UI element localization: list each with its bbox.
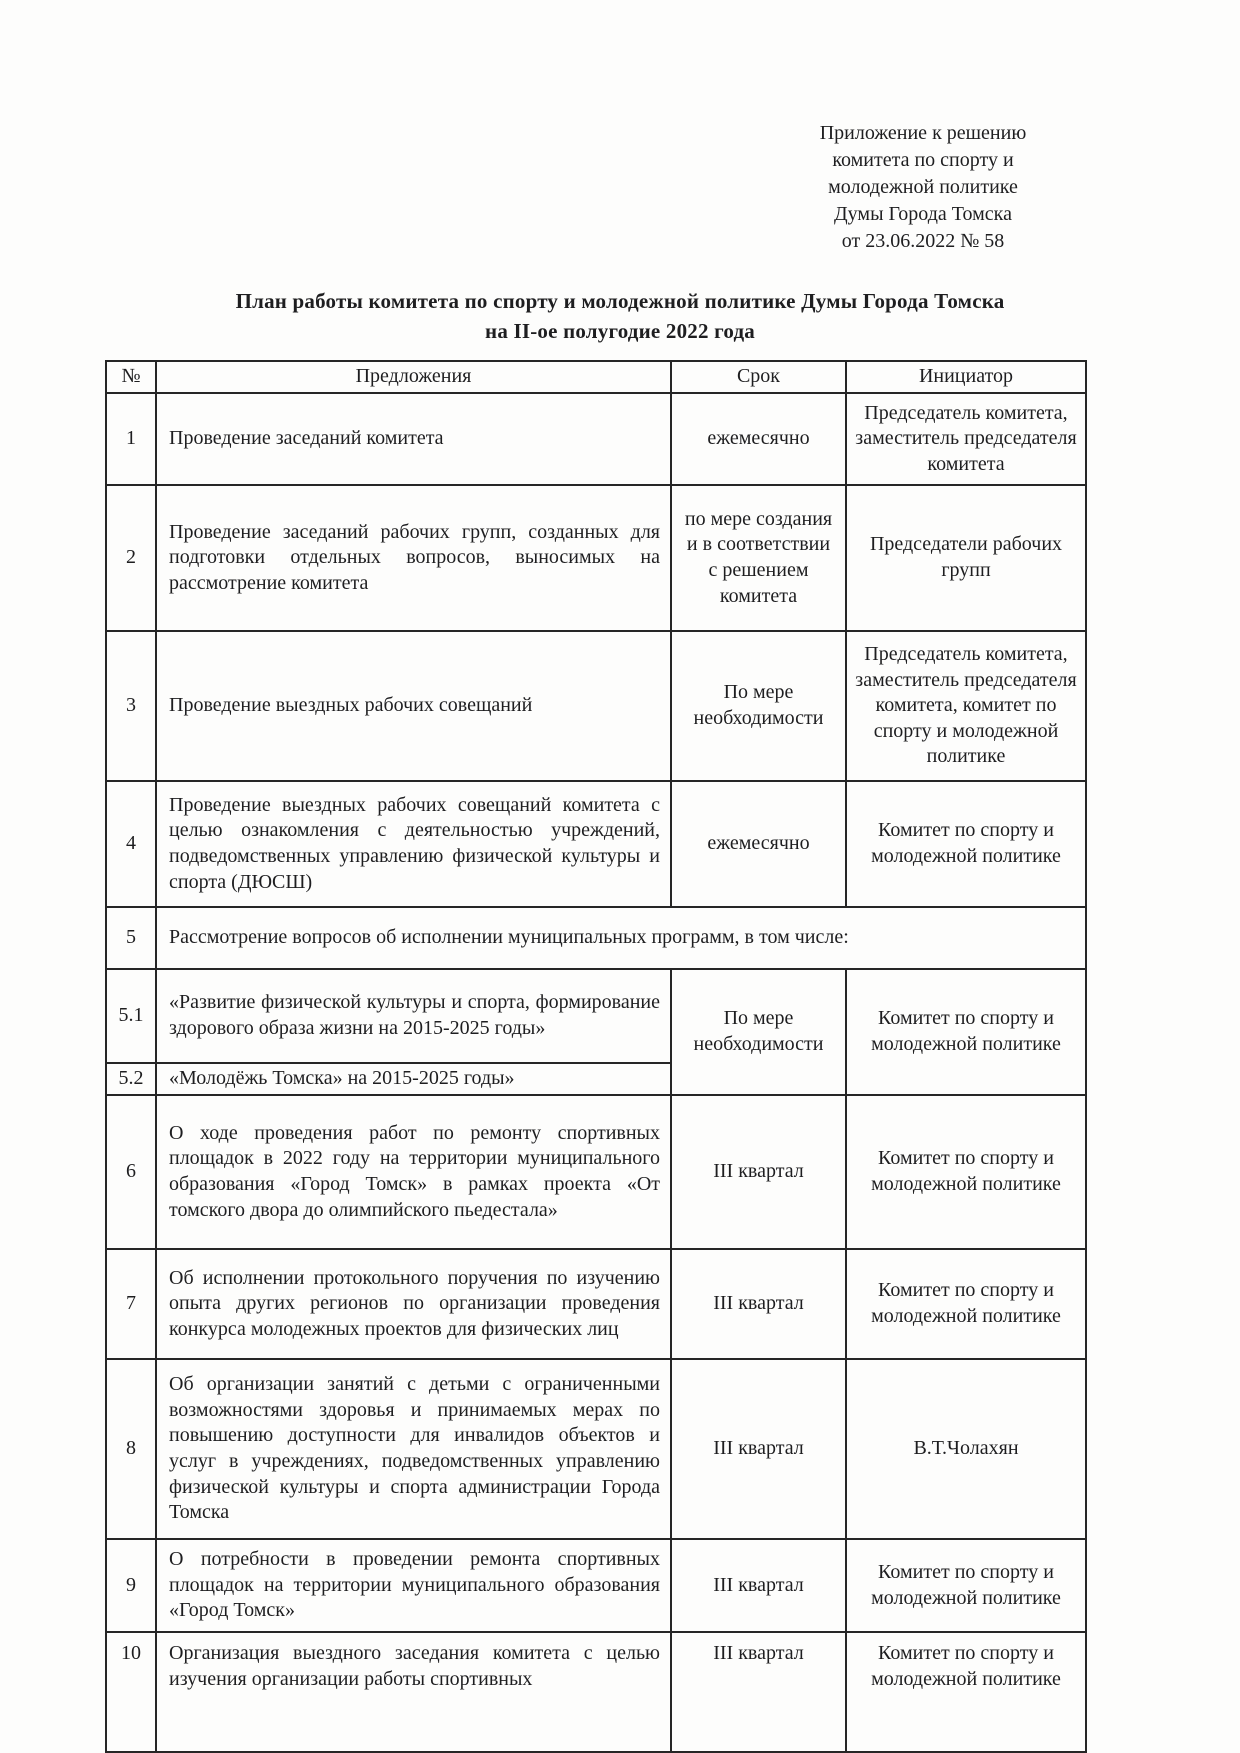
cell-term: ежемесячно (671, 393, 846, 485)
table-row (106, 1632, 1086, 1752)
table-row (106, 1249, 1086, 1359)
document-title-line-2: на II-ое полугодие 2022 года (485, 319, 755, 343)
cell-initiator: Председатели рабочих групп (846, 485, 1086, 631)
table-row (106, 393, 1086, 485)
cell-term: По мере необходимости (671, 631, 846, 781)
cell-proposal: Проведение заседаний рабочих групп, созданных для подготовки отдельных вопросов, выносимых на рассмотрение комитета (156, 485, 671, 631)
annex-note-line: комитета по спорту и (832, 149, 1014, 171)
cell-term: III квартал (671, 1249, 846, 1359)
cell-term: по мере создания и в соответствии с решением комитета (671, 485, 846, 631)
cell-term: По мере необходимости (671, 969, 846, 1095)
col-header-num: № (106, 361, 156, 393)
table-row (106, 1359, 1086, 1539)
col-header-proposal: Предложения (156, 361, 671, 393)
cell-proposal: О потребности в проведении ремонта спортивных площадок на территории муниципального образования «Город Томск» (156, 1539, 671, 1632)
cell-initiator: Комитет по спорту и молодежной политике (846, 1095, 1086, 1249)
annex-note (772, 120, 1074, 255)
cell-term: ежемесячно (671, 781, 846, 907)
table-row (106, 1095, 1086, 1249)
cell-term: III квартал (671, 1359, 846, 1539)
plan-table (105, 360, 1087, 1753)
table-row (106, 485, 1086, 631)
cell-num: 10 (106, 1632, 156, 1752)
annex-note-line: молодежной политике (828, 176, 1018, 198)
cell-num: 6 (106, 1095, 156, 1249)
cell-initiator: Председатель комитета, заместитель председателя комитета (846, 393, 1086, 485)
cell-num: 3 (106, 631, 156, 781)
col-header-term: Срок (671, 361, 846, 393)
cell-proposal: О ходе проведения работ по ремонту спортивных площадок в 2022 году на территории муниципального образования «Город Томск» в рамках проекта «От томского двора до олимпийского пьедестала» (156, 1095, 671, 1249)
cell-initiator: Председатель комитета, заместитель председателя комитета, комитет по спорту и молодежной политике (846, 631, 1086, 781)
document-title-line-1: План работы комитета по спорту и молодежной политике Думы Города Томска (235, 289, 1005, 313)
cell-proposal: Проведение заседаний комитета (156, 393, 671, 485)
table-header-row (106, 361, 1086, 393)
cell-num: 2 (106, 485, 156, 631)
cell-initiator: Комитет по спорту и молодежной политике (846, 1539, 1086, 1632)
table-row (106, 969, 1086, 1063)
cell-num: 4 (106, 781, 156, 907)
cell-num: 5 (106, 907, 156, 969)
cell-term: III квартал (671, 1539, 846, 1632)
cell-num: 5.2 (106, 1063, 156, 1095)
cell-proposal: «Развитие физической культуры и спорта, формирование здорового образа жизни на 2015-2025 годы» (156, 969, 671, 1063)
cell-num: 8 (106, 1359, 156, 1539)
annex-note-line: от 23.06.2022 № 58 (841, 230, 1005, 252)
cell-proposal-full-width: Рассмотрение вопросов об исполнении муниципальных программ, в том числе: (156, 907, 1086, 969)
cell-initiator: Комитет по спорту и молодежной политике (846, 1632, 1086, 1752)
cell-num: 9 (106, 1539, 156, 1632)
cell-proposal: Проведение выездных рабочих совещаний комитета с целью ознакомления с деятельностью учреждений, подведомственных управлению физической культуры и спорта (ДЮСШ) (156, 781, 671, 907)
table-row (106, 1539, 1086, 1632)
cell-num: 5.1 (106, 969, 156, 1063)
cell-initiator: Комитет по спорту и молодежной политике (846, 781, 1086, 907)
document-title (0, 286, 1240, 346)
cell-proposal: Об исполнении протокольного поручения по изучению опыта других регионов по организации проведения конкурса молодежных проектов для физических лиц (156, 1249, 671, 1359)
col-header-initiator: Инициатор (846, 361, 1086, 393)
cell-num: 1 (106, 393, 156, 485)
table-row (106, 781, 1086, 907)
cell-proposal: «Молодёжь Томска» на 2015-2025 годы» (156, 1063, 671, 1095)
annex-note-line: Приложение к решению (819, 122, 1027, 144)
table-row (106, 631, 1086, 781)
cell-initiator: Комитет по спорту и молодежной политике (846, 1249, 1086, 1359)
cell-initiator: Комитет по спорту и молодежной политике (846, 969, 1086, 1095)
cell-proposal: Проведение выездных рабочих совещаний (156, 631, 671, 781)
cell-proposal: Об организации занятий с детьми с ограниченными возможностями здоровья и принимаемых мерах по повышению доступности для инвалидов объектов и услуг в учреждениях, подведомственных управлению физической культуры и спорта администрации Города Томска (156, 1359, 671, 1539)
cell-proposal: Организация выездного заседания комитета с целью изучения организации работы спортивных (156, 1632, 671, 1752)
cell-num: 7 (106, 1249, 156, 1359)
table-row (106, 907, 1086, 969)
annex-note-line: Думы Города Томска (834, 203, 1012, 225)
cell-term: III квартал (671, 1632, 846, 1752)
cell-initiator: В.Т.Чолахян (846, 1359, 1086, 1539)
cell-term: III квартал (671, 1095, 846, 1249)
